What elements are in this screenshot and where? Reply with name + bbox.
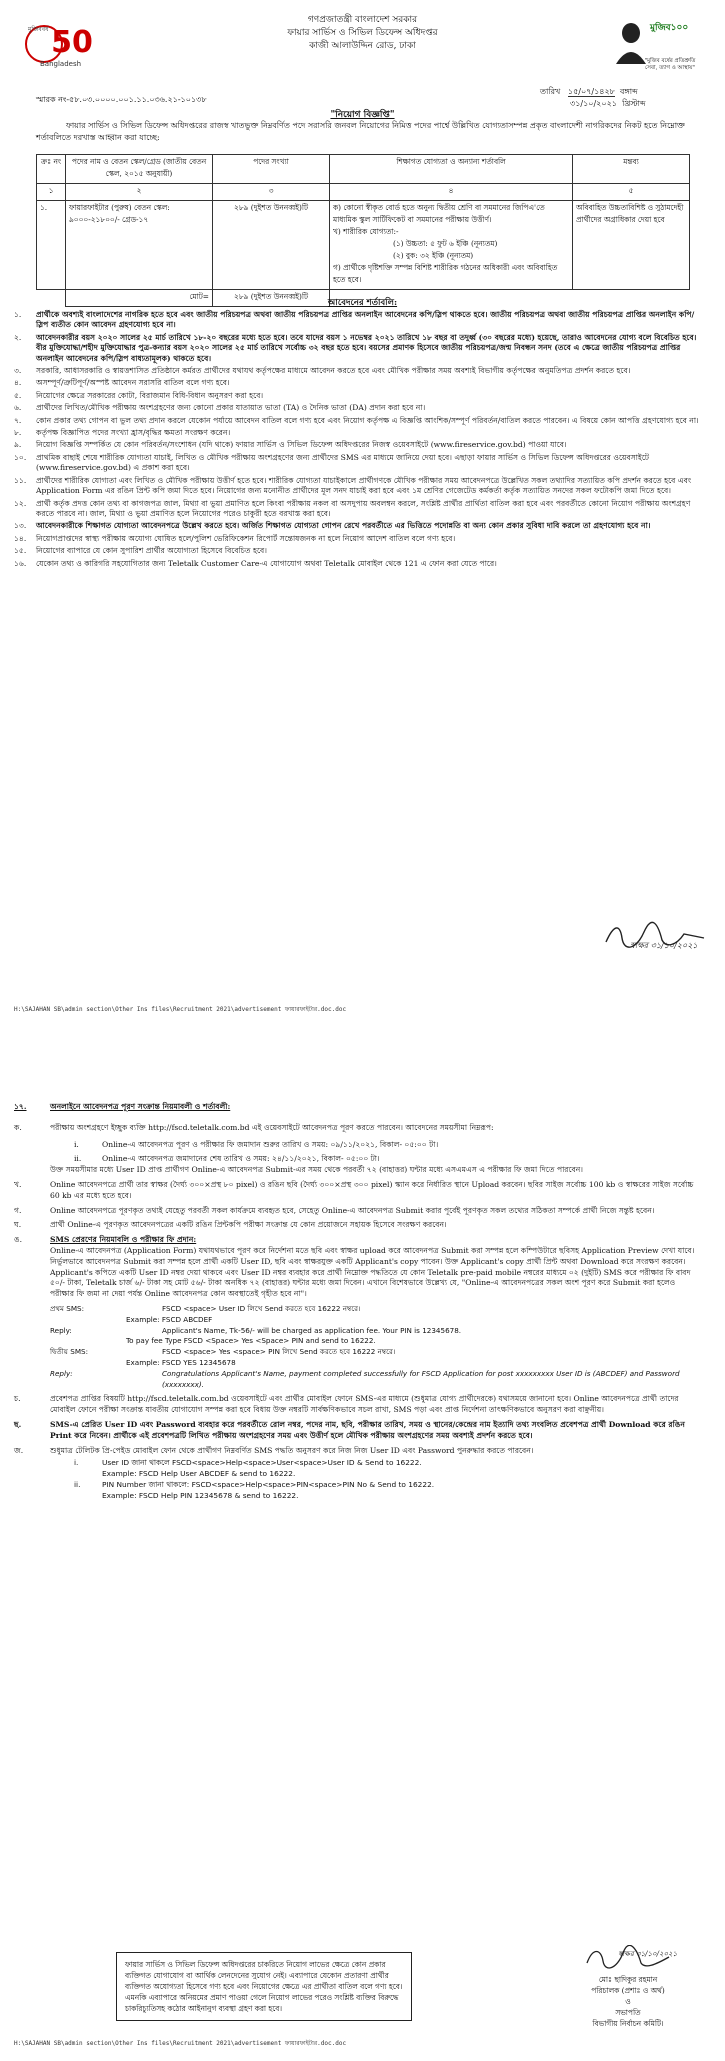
rule-text: SMS-এ প্রেরিত User ID এবং Password ব্যবহার করে পরবর্তীতে রোল নম্বর, পদের নাম, ছবি, পরীক্ষার তারিখ, সময় ও স্থানের/কেন্দ্রের নাম ইত্যাদি তথ্য সংবলিত প্রবেশপত্র প্রার্থী Download করে রঙিন Print করে নিবেন। প্রার্থীকে এই প্রবেশপত্রটি লিখিত পরীক্ষায় অংশগ্রহণের সময় এবং উত্তীর্ণ হলে মৌখিক পরীক্ষায় অংশগ্রহণের সময় অবশ্যই প্রদর্শন করতে হবে। — [50, 1419, 685, 1440]
condition-number: ১৬. — [14, 558, 27, 568]
th-count: পদের সংখ্যা — [213, 155, 330, 184]
signature-2-date: স্বাক্ষর ৩১/১০/২০২১ — [618, 1950, 678, 1958]
sub-number: ii. — [74, 1479, 81, 1489]
rules-heading-text: অনলাইনে আবেদনপত্র পূরণ সংক্রান্ত নিয়মাবলী ও শর্তাবলী: — [50, 1102, 231, 1111]
recover-pin: PIN Number জানা থাকলে: FSCD<space>Help<space>PIN<space>PIN No & Send to 16222. — [102, 1479, 435, 1489]
condition-number: ২. — [14, 332, 22, 342]
rule-g — [14, 1206, 701, 1217]
recover-userid: User ID জানা থাকলে FSCD<space>Help<space>User<space>User ID & Send to 16222. — [102, 1458, 422, 1468]
condition-item — [14, 476, 701, 497]
anti-fraud-box: ফায়ার সার্ভিস ও সিভিল ডিফেন্স অধিদপ্তরের চাকরিতে নিয়োগ লাভের ক্ষেত্রে কোন প্রকার ব্যক্তিগত যোগাযোগ বা আর্থিক লেনদেনের সুযোগ নেই। এব্যাপারে যেকোন প্রতারণা প্রার্থীর ব্যক্তিগত অযোগ্যতা হিসেবে গণ্য হবে এবং নিয়োগের ক্ষেত্রে এর প্রার্থীতা বাতিল বলে গণ্য হবে। এমনকি এব্যাপারে অনিয়মের প্রমাণ পাওয়া গেলে নিয়োগ লাভের পরেও সংশ্লিষ্ট ব্যক্তির বিরুদ্ধে চাকরিচ্যুতিসহ কঠোর আইনানুগ ব্যবস্থা গ্রহণ করা হবে। — [116, 1952, 412, 2021]
cond-physical: খ) শারীরিক যোগ্যতা:- — [333, 227, 399, 236]
condition-item — [14, 416, 701, 426]
dept-address: কাজী আলাউদ্দিন রোড, ঢাকা — [309, 41, 416, 51]
condition-number: ১২. — [14, 498, 27, 508]
condition-text: আবেদনকারীকে শিক্ষাগত যোগ্যতা আবেদনপত্রে উল্লেখ করতে হবে। অর্জিত শিক্ষাগত যোগ্যতা গোপন রেখে পরবর্তীতে এর ভিত্তিতে পদোন্নতি বা অন্য কোন প্রকার সুবিধা দাবি করলে তা গ্রহণযোগ্য হবে না। — [36, 521, 651, 531]
condition-item — [14, 378, 701, 388]
gov-name: গণপ্রজাতন্ত্রী বাংলাদেশ সরকার — [307, 15, 418, 25]
row-count: ২৮৯ (দুইশত উননব্বই)টি — [213, 201, 330, 290]
rule-number: গ. — [14, 1205, 22, 1215]
sms2-text: FSCD <space> Yes <space> PIN লিখে Send করতে হবে 16222 নম্বরে। — [162, 1347, 396, 1357]
online-rules — [14, 1102, 701, 1502]
date-bangla-suffix: বঙ্গাব্দ — [619, 87, 638, 96]
th-post: পদের নাম ও বেতন স্কেল/গ্রেড (জাতীয় বেতন স্কেল, ২০১৫ অনুযায়ী) — [66, 155, 213, 184]
rules-heading-number: ১৭. — [14, 1102, 27, 1111]
condition-item — [14, 453, 701, 474]
condition-text: সরকারি, আধাসরকারি ও স্বায়ত্তশাসিত প্রতিষ্ঠানে কর্মরত প্রার্থীদের যথাযথ কর্তৃপক্ষের মাধ্যমে আবেদন করতে হবে এবং মৌখিক পরীক্ষার সময় অবশ্যই বিভাগীয় কর্তৃপক্ষের অনুমতিপত্র প্রদর্শন করতে হবে। — [36, 366, 631, 376]
rule-number: ছ. — [14, 1419, 22, 1429]
condition-item — [14, 403, 701, 413]
signature-1-date: স্বাক্ষর ৩১/১০/২০২১ — [630, 941, 698, 950]
condition-number: ৩. — [14, 366, 22, 376]
notice-title: "নিয়োগ বিজ্ঞপ্তি" — [330, 110, 395, 120]
portrait-mujib: মুজিব — [650, 23, 671, 33]
rule-text: Online আবেদনপত্রে পূরণকৃত তথ্যই যেহেতু পরবর্তী সকল কার্যক্রমে ব্যবহৃত হবে, সেহেতু Online-এ আবেদনপত্র Submit করার পূর্বেই পূরণকৃত সকল তথ্যের সঠিকতা সম্পর্কে প্রার্থী নিজে সন্তুষ্ট হবেন। — [50, 1205, 655, 1215]
cond-chest: (২) বুক: ৩২ ইঞ্চি (নূন্যতম) — [393, 251, 474, 260]
sms1-example: Example: FSCD ABCDEF — [126, 1314, 213, 1324]
rule-gh — [14, 1220, 701, 1231]
condition-item — [14, 559, 701, 569]
condition-item — [14, 366, 701, 376]
recover-pin-example: Example: FSCD Help PIN 12345678 & send to 16222. — [102, 1490, 299, 1500]
logo-word: Bangladesh — [40, 60, 82, 68]
condition-text: নিয়োগের ক্ষেত্রে সরকারের কোটা, বিরাজমান বিধি-বিধান অনুসরণ করা হবে। — [36, 390, 264, 400]
signatory-committee: বিভাগীয় নির্বাচন কমিটি। — [592, 2019, 664, 2028]
sms-instructions — [14, 1304, 701, 1390]
th-serial: ক্রঃ নং — [37, 155, 66, 184]
condition-number: ১. — [14, 310, 22, 319]
condition-number: ৭. — [14, 415, 22, 425]
row-remark: অবিবাহিত উচ্চতাবিশিষ্ট ও সুঠামদেহী প্রার্থীদের অগ্রাধিকার দেয়া হবে — [573, 201, 690, 290]
sub-text: Online-এ আবেদনপত্র পূরণ ও পরীক্ষার ফি জমাদান শুরুর তারিখ ও সময়: ০৯/১১/২০২১, বিকাল- ০৫:০০ টা। — [102, 1139, 439, 1149]
table-row — [37, 201, 690, 290]
condition-text: প্রাথমিক বাছাই শেষে শারীরিক যোগ্যতা যাচাই, লিখিত ও মৌখিক পরীক্ষায় অংশগ্রহণের জন্য প্রার্থীদের SMS এর মাধ্যমে জানিয়ে দেয়া হবে। এছাড়া ফায়ার সার্ভিস ও সিভিল ডিফেন্স অধিদপ্তরের ওয়েবসাইটে (www.fireservice.gov.bd) এ প্রকাশ করা হবে। — [36, 452, 650, 473]
condition-item — [14, 333, 701, 364]
condition-text: আবেদনকারীর বয়স ২০২০ সালের ২৫ মার্চ তারিখে ১৮-২০ বছরের মধ্যে হতে হবে। তবে যাদের বয়স ১ নভেম্বর ২০২১ তারিখে ১৮ বছর বা তদুর্ধ্ব (৩০ বছরের মধ্যে) হয়েছে, তারাও আবেদনের যোগ্য বলে বিবেচিত হবে। বীর মুক্তিযোদ্ধা/শহীদ মুক্তিযোদ্ধার পুত্র-কন্যার বয়স ২০২০ সালের ২৫ মার্চ তারিখে সর্বোচ্চ ৩২ বছর হতে হবে। বয়সের প্রমাণক হিসেবে জাতীয় পরিচয়পত্র/জন্ম নিবন্ধন সনদ (তবে এ ক্ষেত্রে জাতীয় পরিচয়পত্র প্রাপ্তির অনলাইন আবেদনের কপি/স্লিপ বাধ্যতামূলক) থাকতে হবে। — [36, 332, 697, 363]
date-label: তারিখ — [540, 87, 561, 96]
cond-height: (১) উচ্চতা: ৫ ফুট ৬ ইঞ্চি (নূন্যতম) — [393, 239, 498, 248]
condition-item — [14, 440, 701, 450]
condition-item — [14, 428, 701, 438]
condition-number: ১৩. — [14, 521, 27, 531]
sms1-label: প্রথম SMS: — [50, 1303, 85, 1313]
rule-text: Online আবেদনপত্রে প্রার্থী তার স্বাক্ষর (দৈর্ঘ্য ৩০০×প্রস্থ ৮০ pixel) ও রঙিন ছবি (দৈর্ঘ্য ৩০০×প্রস্থ ৩০০ pixel) স্ক্যান করে নির্ধারিত স্থানে Upload করবেন। ছবির সাইজ সর্বোচ্চ 100 kb ও স্বাক্ষরের সাইজ সর্বোচ্চ 60 kb এর মধ্যে হতে হবে। — [50, 1179, 694, 1200]
signature-block — [558, 1945, 698, 2029]
sms1-text: FSCD <space> User ID লিখে Send করতে হবে 16222 নম্বরে। — [162, 1303, 361, 1313]
th-remarks: মন্তব্য — [573, 155, 690, 184]
sub-text: Online-এ আবেদনপত্র জমাদানের শেষ তারিখ ও সময়: ২৪/১১/২০২১, বিকাল- ০৫:০০ টা। — [102, 1154, 380, 1164]
page-2 — [0, 1040, 725, 2061]
condition-text: নিয়োগের ব্যাপারে যে কোন সুপারিশ প্রার্থীর অযোগ্যতা হিসেবে বিবেচিত হবে। — [36, 546, 267, 556]
file-path-footer-2: H:\SAJAHAN SB\admin section\Other Ins files\Recruitment 2021\advertisement ফায়ারফাইটার.doc.doc — [14, 2040, 347, 2047]
rule-number: ক. — [14, 1122, 22, 1132]
date-english-suffix: খ্রিস্টাব্দ — [622, 99, 646, 108]
condition-item — [14, 499, 701, 520]
condition-number: ৬. — [14, 403, 22, 413]
condition-text: নিয়োগপ্রাপ্তদের স্বাস্থ্য পরীক্ষায় অযোগ্য ঘোষিত হলে/পুলিশ ভেরিফিকেশন রিপোর্ট সন্তোষজনক না হলে নিয়োগ আদেশ বাতিল বলে গণ্য হবে। — [36, 533, 456, 543]
rule-k-i — [14, 1140, 701, 1151]
col-num: ৩ — [213, 184, 330, 201]
sms-rules-title: SMS প্রেরণের নিয়মাবলি ও পরীক্ষার ফি প্রদান: — [50, 1235, 197, 1245]
condition-text: প্রার্থী কর্তৃক প্রদত্ত কোন তথ্য বা কাগজপত্র জাল, মিথ্যা বা ভুয়া প্রমাণিত হলে কিংবা পরীক্ষায় নকল বা অসদুপায় অবলম্বন করলে, সংশ্লিষ্ট প্রার্থীর প্রার্থিতা বাতিল করা হবে এবং পরবর্তীতে কোনো নিয়োগ পরীক্ষায় অংশগ্রহণ করতে পারবে না। জাল, মিথ্যা ও ভুয়া প্রমাণিত হলে নিয়োগের পরেও চাকুরী হতে বরখাস্ত করা হবে। — [36, 498, 691, 518]
logo-top-text: মুজিববর্ষ — [28, 26, 49, 33]
sub-number: i. — [74, 1139, 79, 1149]
signature-1 — [600, 920, 710, 954]
rule-number: ঘ. — [14, 1220, 22, 1230]
col-num: ৫ — [573, 184, 690, 201]
rule-number: খ. — [14, 1179, 22, 1189]
portrait-100: ১০০ — [670, 23, 689, 33]
condition-text: প্রার্থীদের লিখিত/মৌখিক পরীক্ষায় অংশগ্রহণের জন্য কোনো প্রকার যাতায়াত ভাতা (TA) ও দৈনিক ভাতা (DA) প্রদান করা হবে না। — [36, 403, 426, 413]
signatory-name: মোঃ ছাদিকুর রহমান — [598, 1975, 658, 1984]
condition-number: ১১. — [14, 475, 27, 485]
sms2-label: দ্বিতীয় SMS: — [50, 1347, 89, 1357]
dept-name: ফায়ার সার্ভিস ও সিভিল ডিফেন্স অধিদপ্তর — [287, 28, 438, 38]
bangabandhu-portrait — [614, 16, 704, 78]
rule-u-text — [14, 1246, 701, 1300]
reply2-text: Congratulations Applicant's Name, payment completed successfully for FSCD Application for post xxxxxxxxx User ID is (ABCDEF) and Password (xxxxxxxx). — [162, 1368, 680, 1389]
sms2-example: Example: FSCD YES 12345678 — [126, 1357, 236, 1367]
condition-text: যেকোন তথ্য ও কারিগরি সহযোগিতার জন্য Teletalk Customer Care-এ যোগাযোগ অথবা Teletalk মোবাইল থেকে 121 এ ফোন করা যেতে পারে। — [36, 558, 497, 568]
vacancy-table — [36, 154, 690, 307]
date-bangla: ১৫/০৭/১৪২৮ — [567, 87, 615, 96]
condition-item — [14, 310, 701, 331]
row-conditions — [330, 201, 573, 290]
rule-text: উক্ত সময়সীমার মধ্যে User ID প্রাপ্ত প্রার্থীগণ Online-এ আবেদনপত্র Submit-এর সময় থেকে পরবর্তী ৭২ (বাহাত্তর) ঘন্টার মধ্যে এসএমএস এ পরীক্ষার ফি জমা দিতে পারবেন। — [50, 1165, 584, 1175]
sub-number: i. — [74, 1458, 79, 1468]
condition-number: ১৪. — [14, 533, 27, 543]
svg-text:50: 50 — [51, 25, 92, 60]
rules-heading — [14, 1102, 701, 1113]
condition-text: প্রার্থীদের শারীরিক যোগ্যতা এবং লিখিত ও মৌখিক পরীক্ষায় উত্তীর্ণ হতে হবে। শারীরিক যোগ্যতা যাচাইকালে প্রার্থীগণকে মৌখিক পরীক্ষার সময় আবেদনপত্রে উল্লেখিত সকল তথ্যাদির সত্যায়িত কপি প্রদর্শন করতে হবে এবং Application Form এর রঙিন প্রিন্ট কপি জমা দিতে হবে। নিয়োগের জন্য মনোনীত প্রার্থীদের মূল সনদ যাচাই করা হবে এবং ১ম শ্রেণির গেজেটেড কর্মকর্তা কর্তৃক সত্যায়িত সনদের সকল ফটোকপি জমা দিতে হবে। — [36, 475, 692, 496]
rule-number: চ. — [14, 1394, 21, 1404]
col-num: ৪ — [330, 184, 573, 201]
rule-text: পরীক্ষায় অংশগ্রহণে ইচ্ছুক ব্যক্তি http://fscd.teletalk.com.bd এই ওয়েবসাইটে আবেদনপত্র পূরণ করতে পারবেন। আবেদনের সময়সীমা নিম্নরূপ: — [50, 1122, 494, 1132]
conditions-title: আবেদনের শর্তাবলি: — [327, 298, 398, 308]
total-label: মোট= — [66, 290, 213, 307]
condition-text: কর্তৃপক্ষ বিজ্ঞাপিত পদের সংখ্যা হ্রাস/বৃদ্ধির ক্ষমতা সংরক্ষণ করেন। — [36, 428, 231, 438]
portrait-slogan-1: "মুজিব বর্ষের প্রতিশ্রুতি — [644, 58, 696, 64]
conditions-list — [14, 310, 701, 571]
condition-item — [14, 391, 701, 401]
portrait-slogan-2: সেবা, ত্যাগ ও আস্থায়" — [645, 65, 695, 71]
file-path-footer: H:\SAJAHAN SB\admin section\Other Ins files\Recruitment 2021\advertisement ফায়ারফাইটার.doc.doc — [14, 1006, 347, 1013]
rule-k — [14, 1123, 701, 1134]
col-num: ১ — [37, 184, 66, 201]
condition-item — [14, 534, 701, 544]
rule-kh — [14, 1180, 701, 1202]
recover-userid-example: Example: FSCD Help User ABCDEF & send to 16222. — [102, 1469, 296, 1479]
condition-number: ৮. — [14, 428, 22, 438]
memo-number: স্মারক নং-৫৮.০৩.০০০০.০০১.১১.০৩৬.২১-১০১৩৮ — [36, 95, 207, 104]
signatory-title: পরিচালক (প্রশাঃ ও অর্থ) — [591, 1986, 665, 1995]
reply1-b: To pay fee Type FSCD <Space> Yes <Space> PIN and send to 16222. — [126, 1336, 376, 1346]
condition-item — [14, 521, 701, 531]
condition-number: ৫. — [14, 390, 22, 400]
rule-ch — [14, 1394, 701, 1416]
rule-text: প্রার্থী Online-এ পূরণকৃত আবেদনপত্রের একটি রঙিন প্রিন্টকপি পরীক্ষা সংক্রান্ত যে কোন প্রয়োজনে সহায়ক হিসেবে সংরক্ষণ করবেন। — [50, 1220, 447, 1230]
row-serial: ১. — [37, 201, 66, 290]
th-conditions: শিক্ষাগত যোগ্যতা ও অন্যান্য শর্তাবলি — [330, 155, 573, 184]
condition-number: ৪. — [14, 378, 22, 388]
reply1-a: Applicant's Name, Tk-56/- will be charged as application fee. Your PIN is 12345678. — [162, 1325, 462, 1335]
reply1-label: Reply: — [50, 1325, 72, 1335]
notice-intro: ফায়ার সার্ভিস ও সিভিল ডিফেন্স অধিদপ্তরের রাজস্ব খাতভুক্ত নিম্নবর্ণিত পদে সরাসরি জনবল নিয়োগের নিমিত্ত পদের পার্শ্বে উল্লিখিত যোগ্যতাসম্পন্ন প্রকৃত বাংলাদেশী নাগরিকদের নিকট হতে নিম্নোক্ত শর্তাবলিতে দরখাস্ত আহ্বান করা যাচ্ছে: — [36, 121, 685, 142]
rule-j — [14, 1446, 701, 1457]
signatory-and: ও — [625, 1997, 631, 2006]
rule-number: জ. — [14, 1445, 24, 1455]
condition-text: কোন প্রকার তথ্য গোপন বা ভুল তথ্য প্রদান করলে যেকোন পর্যায়ে আবেদন বাতিল বলে গণ্য হবে এবং নিয়োগ কর্তৃপক্ষ এ বিজ্ঞপ্তি আংশিক/সম্পূর্ণ পরিবর্তন/বাতিল করতে পারবেন। এ বিষয়ে কোন আপত্তি গ্রহণযোগ্য হবে না। — [36, 415, 699, 425]
reply2-label: Reply: — [50, 1368, 73, 1378]
rule-number: ঙ. — [14, 1235, 22, 1245]
total-value: ২৮৯ (দুইশত উননব্বই)টি — [213, 290, 330, 307]
rule-chh — [14, 1420, 701, 1442]
table-header-row — [37, 155, 690, 184]
condition-number: ১৫. — [14, 546, 27, 556]
rule-u — [14, 1235, 701, 1246]
condition-item — [14, 546, 701, 556]
date-english: ৩১/১০/২০২১ — [570, 99, 617, 108]
rule-k-note — [14, 1165, 701, 1176]
rule-text: Online-এ আবেদনপত্র (Application Form) যথাযথভাবে পূরণ করে নির্দেশনা মতে ছবি এবং স্বাক্ষর upload করে আবেদনপত্র Submit করা সম্পন্ন হলে কম্পিউটারে ছবিসহ Application Preview দেখা যাবে। নির্ভুলভাবে আবেদনপত্র Submit করা সম্পন্ন হলে প্রার্থী একটি User ID, ছবি এবং স্বাক্ষরযুক্ত একটি Applicant's copy পাবেন। উক্ত Applicant's copy প্রার্থী প্রিন্ট অথবা Download করে সংরক্ষণ করবেন। Applicant's কপিতে একটি User ID নম্বর দেয়া থাকবে এবং User ID নম্বর ব্যবহার করে প্রার্থী নিম্নোক্ত পদ্ধতিতে যে কোন Teletalk pre-paid mobile নম্বরের মাধ্যমে ০২ (দুইটি) SMS করে পরীক্ষার ফি বাবদ ৫০/- টাকা, Teletalk চার্জ ৬/- টাকা সহ মোট ৫৬/- টাকা অনধিক ৭২ (বাহাত্তর) ঘন্টার মধ্যে জমা দিবেন। এখানে বিশেষভাবে উল্লেখ্য যে, "Online-এ আবেদনপত্রের সকল অংশ পূরণ করে Submit করা হলেও পরীক্ষার ফি জমা না দেয়া পর্যন্ত Online আবেদনপত্র কোন অবস্থাতেই গৃহীত হবে না"। — [50, 1245, 695, 1299]
recovery-instructions — [14, 1458, 701, 1501]
cond-eyesight: গ) প্রার্থীকে দৃষ্টিশক্তি সম্পন্ন বিশিষ্ট শারীরিক গঠনের অধিকারী এবং অবিবাহিত হতে হবে। — [333, 263, 558, 284]
col-num: ২ — [66, 184, 213, 201]
condition-text: নিয়োগ বিজ্ঞপ্তি সম্পর্কিত যে কোন পরিবর্তন/সংশোধন (যদি থাকে) ফায়ার সার্ভিস ও সিভিল ডিফেন্স অধিদপ্তরের নিজস্ব ওয়েবসাইটে (www.fireservice.gov.bd) পাওয়া যাবে। — [36, 440, 567, 450]
sub-number: ii. — [74, 1154, 82, 1164]
signatory-post: সভাপতি — [615, 2008, 641, 2017]
cond-education: ক) কোনো স্বীকৃত বোর্ড হতে অনুন্য দ্বিতীয় শ্রেণি বা সমমানের জিপিএ'তে মাধ্যমিক স্কুল সার্টিফিকেট বা সমমানের পরীক্ষায় উত্তীর্ণ। — [333, 203, 545, 224]
condition-number: ১০. — [14, 452, 27, 462]
rule-k-ii — [14, 1154, 701, 1165]
rule-text: প্রবেশপত্র প্রাপ্তির বিষয়টি http://fscd.teletalk.com.bd ওয়েবসাইটে এবং প্রার্থীর মোবাইল ফোনে SMS-এর মাধ্যমে (শুধুমাত্র যোগ্য প্রার্থীদেরকে) যথাসময়ে জানানো হবে। Online আবেদনপত্রে প্রার্থী তাদের মোবাইল ফোনে পরীক্ষা সংক্রান্ত যাবতীয় যোগাযোগ সম্পন্ন করা হবে বিধায় উক্ত নম্বরটি সার্বক্ষণিকভাবে সচল রাখা, SMS পড়া এবং প্রাপ্ত নির্দেশনা তাৎক্ষণিকভাবে অনুসরণ করা বাঞ্ছনীয়। — [50, 1394, 679, 1415]
table-number-row — [37, 184, 690, 201]
condition-number: ৯. — [14, 440, 22, 450]
row-post: ফায়ারফাইটার (পুরুষ) বেতন স্কেল: ৯০০০-২১৮০০/- গ্রেড-১৭ — [66, 201, 213, 290]
condition-text: প্রার্থীকে অবশ্যই বাংলাদেশের নাগরিক হতে হবে এবং জাতীয় পরিচয়পত্র অথবা জাতীয় পরিচয়পত্র প্রাপ্তির অনলাইন আবেদনের কপি/স্লিপ থাকতে হবে। জাতীয় পরিচয়পত্র অথবা জাতীয় পরিচয়পত্র প্রাপ্তির অনলাইন কপি/স্লিপ ব্যতীত কোন আবেদন গ্রহণযোগ্য হবে না। — [36, 310, 695, 330]
condition-text: অসম্পূর্ণ/ত্রুটিপূর্ণ/অস্পষ্ট আবেদন সরাসরি বাতিল বলে গণ্য হবে। — [36, 378, 230, 388]
rule-text: শুধুমাত্র টেলিটক প্রি-পেইড মোবাইল ফোন থেকে প্রার্থীগণ নিম্নবর্ণিত SMS পদ্ধতি অনুসরণ করে নিজ নিজ User ID এবং Password পুনরুদ্ধার করতে পারবেন। — [50, 1445, 534, 1455]
